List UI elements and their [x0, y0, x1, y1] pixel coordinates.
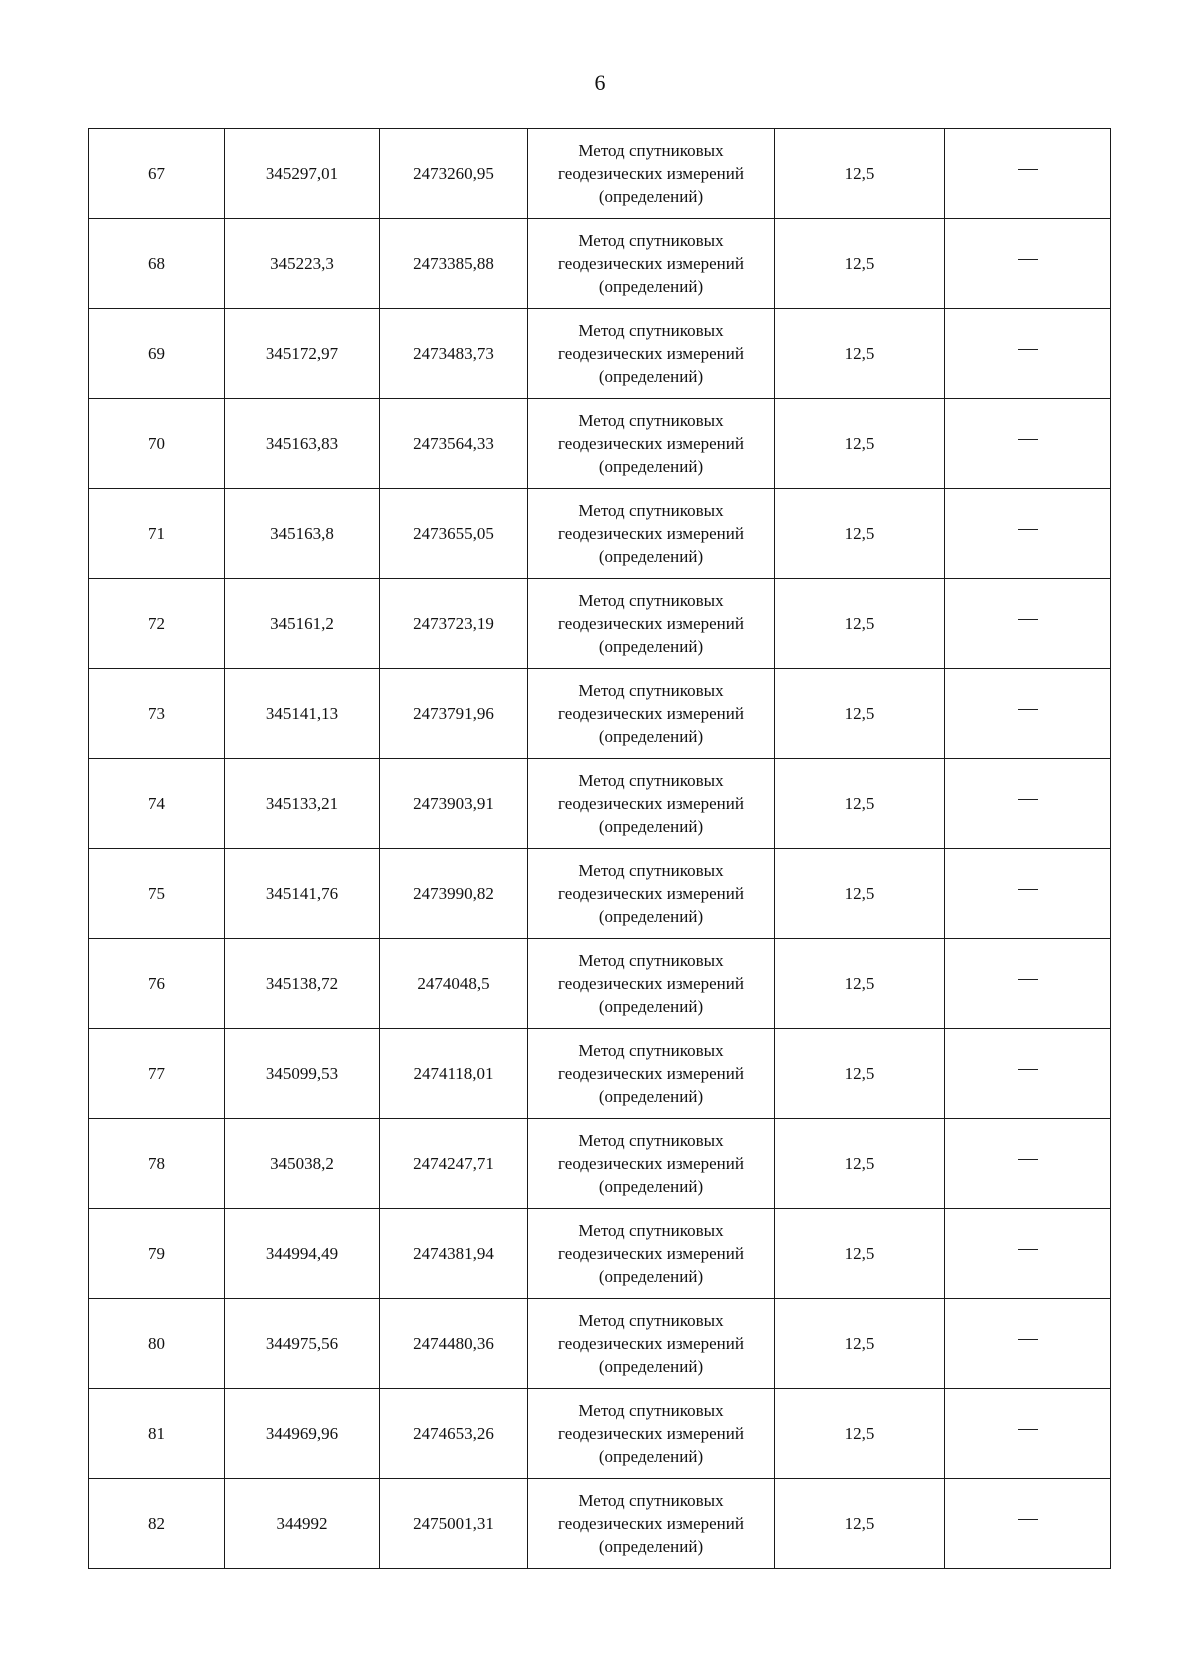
method-line: (определений) [598, 727, 704, 746]
table-row [89, 219, 1111, 309]
accuracy-cell: 12,5 [775, 1299, 945, 1389]
dash-mark [1018, 1339, 1038, 1340]
x-coordinate-cell: 345141,76 [225, 849, 380, 939]
dash-mark [1018, 979, 1038, 980]
accuracy-cell: 12,5 [775, 129, 945, 219]
dash-mark [1018, 529, 1038, 530]
y-coordinate-cell: 2475001,31 [380, 1479, 528, 1569]
method-line: (определений) [598, 817, 704, 836]
table-row [89, 489, 1111, 579]
x-coordinate-cell: 345099,53 [225, 1029, 380, 1119]
y-coordinate-cell: 2473990,82 [380, 849, 528, 939]
method-cell [528, 489, 775, 579]
method-cell [528, 309, 775, 399]
point-number-cell: 78 [89, 1119, 225, 1209]
method-line: геодезических измерений [558, 614, 744, 633]
accuracy-cell: 12,5 [775, 1479, 945, 1569]
table-row [89, 1389, 1111, 1479]
method-line: (определений) [598, 1087, 704, 1106]
method-line: (определений) [598, 1267, 704, 1286]
page-number: 6 [594, 70, 606, 95]
method-line: (определений) [598, 547, 704, 566]
x-coordinate-cell: 344969,96 [225, 1389, 380, 1479]
description-cell [945, 489, 1111, 579]
method-line: геодезических измерений [558, 254, 744, 273]
table-row [89, 759, 1111, 849]
method-line: геодезических измерений [558, 344, 744, 363]
method-line: геодезических измерений [558, 1424, 744, 1443]
y-coordinate-cell: 2473483,73 [380, 309, 528, 399]
x-coordinate-cell: 345163,83 [225, 399, 380, 489]
method-line: геодезических измерений [558, 1334, 744, 1353]
dash-mark [1018, 799, 1038, 800]
x-coordinate-cell: 345172,97 [225, 309, 380, 399]
y-coordinate-cell: 2473655,05 [380, 489, 528, 579]
method-line: Метод спутниковых [578, 1221, 724, 1240]
table-row [89, 669, 1111, 759]
accuracy-cell: 12,5 [775, 579, 945, 669]
y-coordinate-cell: 2473791,96 [380, 669, 528, 759]
point-number-cell: 68 [89, 219, 225, 309]
method-line: (определений) [598, 1537, 704, 1556]
point-number-cell: 77 [89, 1029, 225, 1119]
method-cell [528, 399, 775, 489]
description-cell [945, 669, 1111, 759]
method-line: Метод спутниковых [578, 771, 724, 790]
table-row [89, 1209, 1111, 1299]
point-number-cell: 74 [89, 759, 225, 849]
description-cell [945, 219, 1111, 309]
method-line: геодезических измерений [558, 1154, 744, 1173]
description-cell [945, 1299, 1111, 1389]
table-row [89, 939, 1111, 1029]
description-cell [945, 399, 1111, 489]
point-number-cell: 67 [89, 129, 225, 219]
method-line: геодезических измерений [558, 884, 744, 903]
method-cell [528, 129, 775, 219]
dash-mark [1018, 1159, 1038, 1160]
point-number-cell: 71 [89, 489, 225, 579]
y-coordinate-cell: 2474480,36 [380, 1299, 528, 1389]
method-line: Метод спутниковых [578, 411, 724, 430]
description-cell [945, 1029, 1111, 1119]
accuracy-cell: 12,5 [775, 399, 945, 489]
method-line: (определений) [598, 997, 704, 1016]
point-number-cell: 79 [89, 1209, 225, 1299]
x-coordinate-cell: 344994,49 [225, 1209, 380, 1299]
dash-mark [1018, 1249, 1038, 1250]
method-line: геодезических измерений [558, 434, 744, 453]
method-cell [528, 849, 775, 939]
y-coordinate-cell: 2473723,19 [380, 579, 528, 669]
method-cell [528, 759, 775, 849]
y-coordinate-cell: 2474247,71 [380, 1119, 528, 1209]
method-line: геодезических измерений [558, 524, 744, 543]
method-cell [528, 669, 775, 759]
method-line: геодезических измерений [558, 704, 744, 723]
x-coordinate-cell: 344992 [225, 1479, 380, 1569]
method-line: Метод спутниковых [578, 681, 724, 700]
point-number-cell: 76 [89, 939, 225, 1029]
method-line: (определений) [598, 187, 704, 206]
method-line: Метод спутниковых [578, 1131, 724, 1150]
method-line: Метод спутниковых [578, 591, 724, 610]
description-cell [945, 759, 1111, 849]
method-line: геодезических измерений [558, 1244, 744, 1263]
y-coordinate-cell: 2473385,88 [380, 219, 528, 309]
dash-mark [1018, 349, 1038, 350]
dash-mark [1018, 1429, 1038, 1430]
method-line: Метод спутниковых [578, 231, 724, 250]
y-coordinate-cell: 2474653,26 [380, 1389, 528, 1479]
method-cell [528, 939, 775, 1029]
y-coordinate-cell: 2474048,5 [380, 939, 528, 1029]
coordinates-table-body [89, 129, 1111, 1569]
dash-mark [1018, 1519, 1038, 1520]
method-line: (определений) [598, 1177, 704, 1196]
method-line: Метод спутниковых [578, 951, 724, 970]
dash-mark [1018, 619, 1038, 620]
method-line: Метод спутниковых [578, 501, 724, 520]
x-coordinate-cell: 345223,3 [225, 219, 380, 309]
method-line: Метод спутниковых [578, 321, 724, 340]
method-line: (определений) [598, 637, 704, 656]
accuracy-cell: 12,5 [775, 1029, 945, 1119]
method-line: Метод спутниковых [578, 141, 724, 160]
y-coordinate-cell: 2473564,33 [380, 399, 528, 489]
y-coordinate-cell: 2474381,94 [380, 1209, 528, 1299]
accuracy-cell: 12,5 [775, 939, 945, 1029]
description-cell [945, 579, 1111, 669]
x-coordinate-cell: 345141,13 [225, 669, 380, 759]
description-cell [945, 309, 1111, 399]
description-cell [945, 849, 1111, 939]
method-line: Метод спутниковых [578, 1401, 724, 1420]
accuracy-cell: 12,5 [775, 309, 945, 399]
method-line: геодезических измерений [558, 164, 744, 183]
method-line: Метод спутниковых [578, 1491, 724, 1510]
accuracy-cell: 12,5 [775, 219, 945, 309]
method-cell [528, 1389, 775, 1479]
accuracy-cell: 12,5 [775, 1209, 945, 1299]
x-coordinate-cell: 345163,8 [225, 489, 380, 579]
table-row [89, 129, 1111, 219]
dash-mark [1018, 259, 1038, 260]
point-number-cell: 80 [89, 1299, 225, 1389]
point-number-cell: 75 [89, 849, 225, 939]
dash-mark [1018, 889, 1038, 890]
method-line: (определений) [598, 1447, 704, 1466]
table-row [89, 1479, 1111, 1569]
method-cell [528, 1209, 775, 1299]
dash-mark [1018, 709, 1038, 710]
description-cell [945, 129, 1111, 219]
dash-mark [1018, 169, 1038, 170]
method-line: геодезических измерений [558, 1514, 744, 1533]
method-cell [528, 1029, 775, 1119]
table-row [89, 399, 1111, 489]
y-coordinate-cell: 2474118,01 [380, 1029, 528, 1119]
table-row [89, 849, 1111, 939]
description-cell [945, 1209, 1111, 1299]
method-line: (определений) [598, 907, 704, 926]
y-coordinate-cell: 2473903,91 [380, 759, 528, 849]
x-coordinate-cell: 345133,21 [225, 759, 380, 849]
method-line: (определений) [598, 1357, 704, 1376]
table-row [89, 1029, 1111, 1119]
x-coordinate-cell: 345297,01 [225, 129, 380, 219]
method-line: геодезических измерений [558, 1064, 744, 1083]
coordinates-table [88, 128, 1111, 1569]
accuracy-cell: 12,5 [775, 849, 945, 939]
accuracy-cell: 12,5 [775, 1389, 945, 1479]
x-coordinate-cell: 345161,2 [225, 579, 380, 669]
table-row [89, 1299, 1111, 1389]
method-cell [528, 579, 775, 669]
description-cell [945, 1479, 1111, 1569]
method-line: (определений) [598, 277, 704, 296]
method-cell [528, 1119, 775, 1209]
point-number-cell: 69 [89, 309, 225, 399]
point-number-cell: 82 [89, 1479, 225, 1569]
dash-mark [1018, 1069, 1038, 1070]
point-number-cell: 81 [89, 1389, 225, 1479]
point-number-cell: 72 [89, 579, 225, 669]
x-coordinate-cell: 345138,72 [225, 939, 380, 1029]
description-cell [945, 1119, 1111, 1209]
x-coordinate-cell: 345038,2 [225, 1119, 380, 1209]
table-row [89, 1119, 1111, 1209]
point-number-cell: 73 [89, 669, 225, 759]
method-line: геодезических измерений [558, 794, 744, 813]
accuracy-cell: 12,5 [775, 759, 945, 849]
y-coordinate-cell: 2473260,95 [380, 129, 528, 219]
method-line: геодезических измерений [558, 974, 744, 993]
method-line: Метод спутниковых [578, 1041, 724, 1060]
accuracy-cell: 12,5 [775, 669, 945, 759]
method-cell [528, 1479, 775, 1569]
point-number-cell: 70 [89, 399, 225, 489]
dash-mark [1018, 439, 1038, 440]
description-cell [945, 1389, 1111, 1479]
method-cell [528, 1299, 775, 1389]
x-coordinate-cell: 344975,56 [225, 1299, 380, 1389]
method-cell [528, 219, 775, 309]
method-line: (определений) [598, 457, 704, 476]
method-line: Метод спутниковых [578, 1311, 724, 1330]
method-line: Метод спутниковых [578, 861, 724, 880]
accuracy-cell: 12,5 [775, 489, 945, 579]
table-row [89, 579, 1111, 669]
description-cell [945, 939, 1111, 1029]
accuracy-cell: 12,5 [775, 1119, 945, 1209]
method-line: (определений) [598, 367, 704, 386]
table-row [89, 309, 1111, 399]
